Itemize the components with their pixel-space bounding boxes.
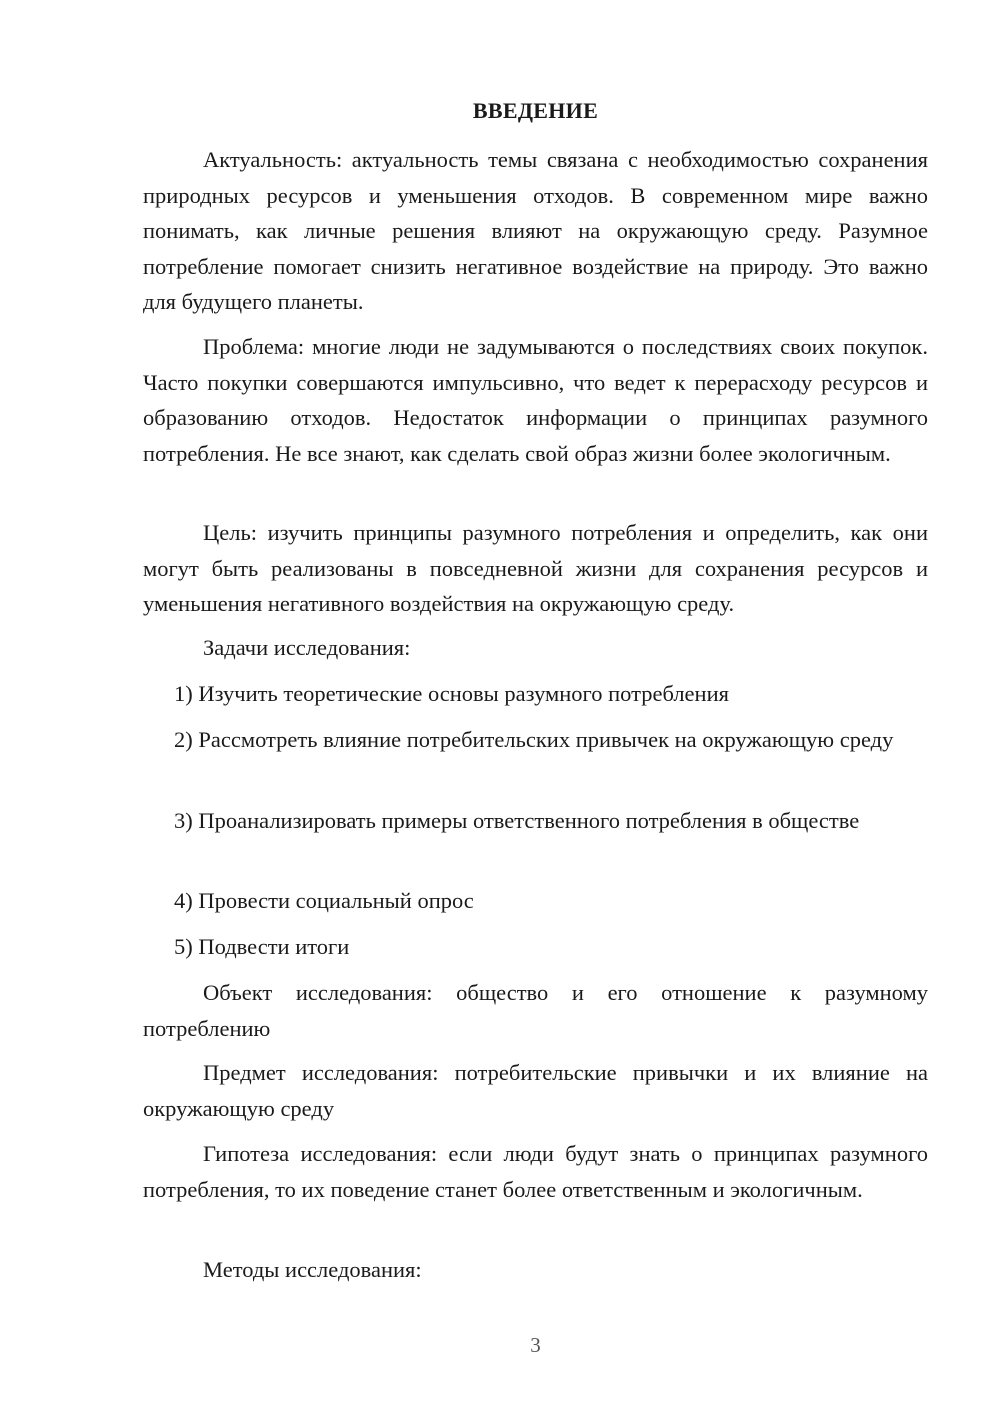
task-item-4: 4) Провести социальный опрос — [174, 888, 474, 913]
task-item-5: 5) Подвести итоги — [174, 934, 350, 959]
task-item-2: 2) Рассмотреть влияние потребительских привычек на окружающую среду — [174, 727, 894, 752]
task-item-1: 1) Изучить теоретические основы разумного потребления — [174, 681, 729, 706]
section-title: ВВЕДЕНИЕ — [472, 98, 599, 123]
task-item-3: 3) Проанализировать примеры ответственного потребления в обществе — [174, 808, 860, 833]
paragraph-hypothesis: Гипотеза исследования: если люди будут знать о принципах разумного потребления, то их поведение станет более ответственным и экологичным. — [143, 1141, 928, 1202]
paragraph-goal: Цель: изучить принципы разумного потребления и определить, как они могут быть реализованы в повседневной жизни для сохранения ресурсов и уменьшения негативного воздействия на окружающую среду. — [143, 520, 928, 616]
tasks-heading: Задачи исследования: — [203, 635, 411, 660]
page-number: 3 — [530, 1333, 541, 1357]
methods-heading: Методы исследования: — [203, 1257, 422, 1282]
paragraph-relevance: Актуальность: актуальность темы связана с необходимостью сохранения природных ресурсов и уменьшения отходов. В современном мире важно понимать, как личные решения влияют на окружающую среду. Разумное потребление помогает снизить негативное воздействие на природу. Это важно для будущего планеты. — [143, 147, 928, 314]
paragraph-problem: Проблема: многие люди не задумываются о последствиях своих покупок. Часто покупки совершаются импульсивно, что ведет к перерасходу ресурсов и образованию отходов. Недостаток информации о принципах разумного потребления. Не все знают, как сделать свой образ жизни более экологичным. — [143, 334, 928, 466]
document-page — [143, 0, 928, 1414]
paragraph-object: Объект исследования: общество и его отношение к разумному потреблению — [143, 980, 928, 1041]
paragraph-subject: Предмет исследования: потребительские привычки и их влияние на окружающую среду — [143, 1060, 928, 1121]
